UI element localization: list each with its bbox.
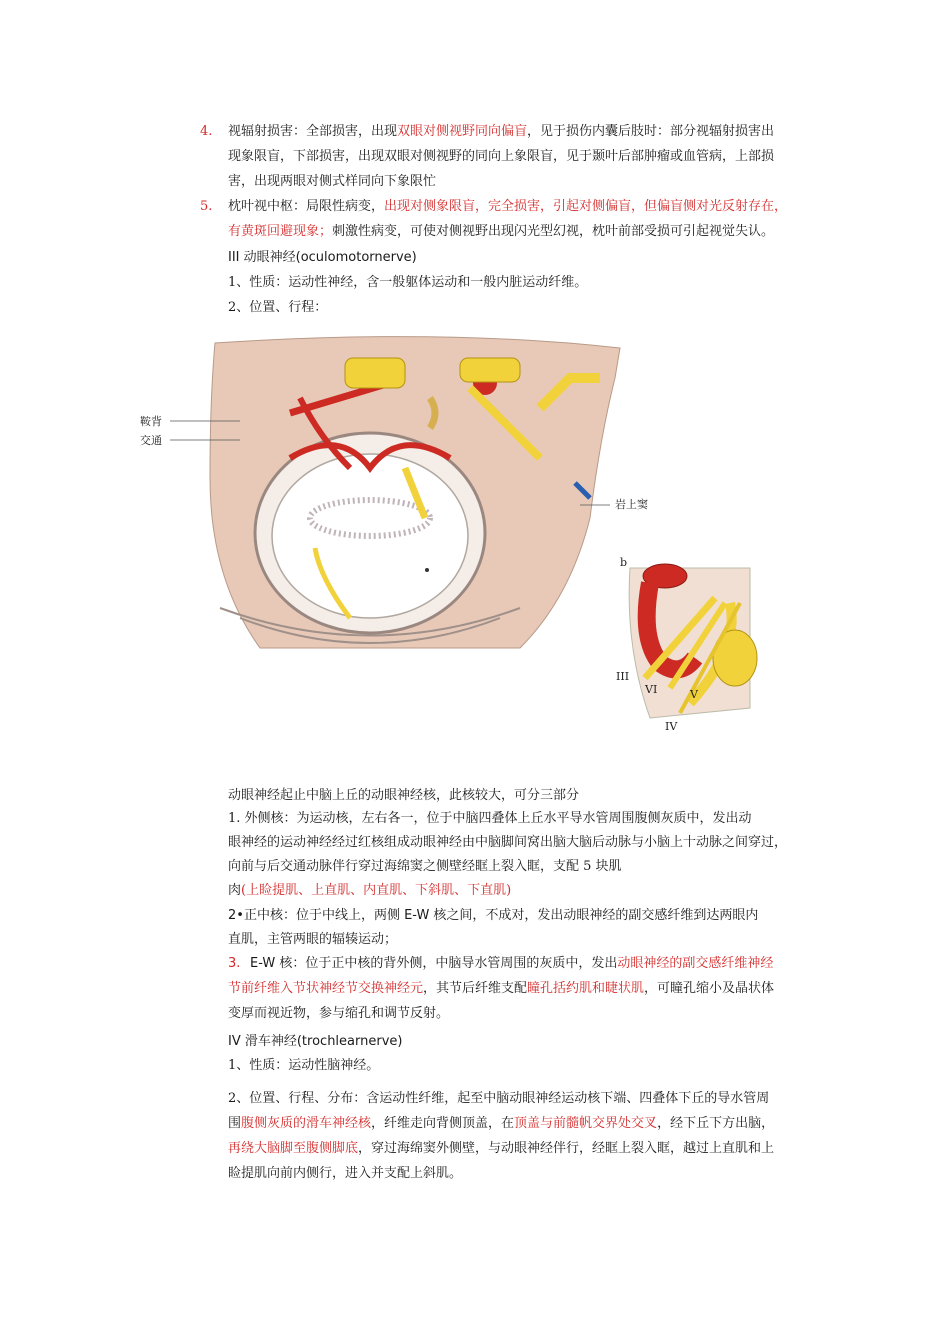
section-4-nature: 1、性质：运动性脑神经。 bbox=[228, 1058, 380, 1073]
ew-nucleus-line-3: 变厚而视近物，参与缩孔和调节反射。 bbox=[228, 1006, 450, 1021]
ew-text-2: ，其节后纤维支配 bbox=[423, 981, 528, 996]
anatomy-illustration bbox=[140, 318, 820, 788]
section-4-line-1: 2、位置、行程、分布：含运动性纤维，起至中脑动眼神经运动核下端、四叠体下丘的导水管周 bbox=[228, 1091, 770, 1106]
ew-nucleus-line-2 bbox=[228, 980, 774, 998]
oculomotor-anatomy-figure bbox=[140, 318, 820, 788]
item-4-text-tail: ，见于损伤内囊后肢时：部分视辐射损害出 bbox=[527, 124, 775, 139]
label-b: b bbox=[620, 556, 628, 569]
ew-highlight: 动眼神经的副交感纤维神经 bbox=[617, 956, 774, 971]
item-5-highlight-2: 有黄斑回避现象； bbox=[228, 224, 333, 239]
section-4-line-2 bbox=[228, 1115, 774, 1133]
label-n4: IV bbox=[665, 720, 678, 733]
item-5-text: 枕叶视中枢：局限性病变， bbox=[228, 199, 385, 214]
ew-text-3: ，可瞳孔缩小及晶状体 bbox=[644, 981, 775, 996]
item-5-highlight: 出现对侧象限盲，完全损害，引起对侧偏盲，但偏盲侧对光反射存在， bbox=[384, 199, 788, 214]
ew-highlight-2: 节前纤维入节状神经节交换神经元 bbox=[228, 981, 424, 996]
lateral-nucleus-line-3: 向前与后交通动脉伴行穿过海绵窦之侧壁经眶上裂入眶，支配 5 块肌 bbox=[228, 859, 622, 874]
s4-text-2: ，经下丘下方出脑， bbox=[657, 1116, 775, 1131]
s4-highlight-1: 腹侧灰质的滑车神经核 bbox=[241, 1116, 372, 1131]
aqueduct bbox=[425, 568, 429, 572]
label-saddle-back: 鞍背 bbox=[140, 415, 162, 428]
label-n3: III bbox=[616, 670, 630, 683]
item-4-number: 4. bbox=[200, 124, 213, 139]
section-3-intro: 动眼神经起止中脑上丘的动眼神经核，此核较大，可分三部分 bbox=[228, 788, 580, 803]
label-n6: VI bbox=[645, 683, 658, 696]
item-5-number: 5. bbox=[200, 199, 213, 214]
item-5-line-1 bbox=[228, 198, 787, 216]
s4-text-1: ，纤维走向背侧顶盖，在 bbox=[371, 1116, 515, 1131]
item-4-line-3: 害，出现两眼对侧式样同向下象限忙 bbox=[228, 174, 437, 189]
s4-text-3: ，穿过海绵窦外侧壁，与动眼神经伴行，经眶上裂入眶，越过上直肌和上 bbox=[358, 1141, 775, 1156]
s4-highlight-3: 再绕大脑脚至腹侧脚底 bbox=[228, 1141, 359, 1156]
section-3-heading: III 动眼神经(oculomotornerve) bbox=[228, 250, 417, 265]
ew-nucleus-line-1 bbox=[250, 955, 773, 973]
item-4-line-2: 现象限盲，下部损害，出现双眼对侧视野的同向上象限盲，见于颞叶后部肿瘤或血管病，上部损 bbox=[228, 149, 775, 164]
optic-chiasm-left bbox=[345, 358, 405, 388]
s4-prefix: 围 bbox=[228, 1116, 242, 1131]
section-3-position: 2、位置、行程： bbox=[228, 300, 328, 315]
section-4-line-4: 睑提肌向前内侧行，进入并支配上斜肌。 bbox=[228, 1166, 463, 1181]
lateral-nucleus-line-2: 眼神经的运动神经经过红核组成动眼神经由中脑脚间窝出脑大脑后动脉与小脑上十动脉之间穿过， bbox=[228, 835, 788, 850]
optic-chiasm-right bbox=[460, 358, 520, 382]
lateral-nucleus-line-1: 1. 外侧核：为运动核，左右各一，位于中脑四叠体上丘水平导水管周围腹侧灰质中，发出动 bbox=[228, 811, 752, 826]
median-nucleus-line-1: 2•正中核：位于中线上，两侧 E-W 核之间，不成对，发出动眼神经的副交感纤维到达两眼内 bbox=[228, 908, 759, 923]
section-3-nature: 1、性质：运动性神经，含一般躯体运动和一般内脏运动纤维。 bbox=[228, 275, 588, 290]
section-4-heading: IV 滑车神经(trochlearnerve) bbox=[228, 1034, 403, 1049]
ew-number: 3. bbox=[228, 956, 241, 971]
item-5-text-tail: 刺激性病变，可使对侧视野出现闪光型幻视，枕叶前部受损可引起视觉失认。 bbox=[332, 224, 775, 239]
lateral-nucleus-line-4 bbox=[228, 882, 511, 900]
label-petrosal-sinus: 岩上窦 bbox=[615, 498, 648, 511]
median-nucleus-line-2: 直肌，主管两眼的辐辏运动； bbox=[228, 932, 398, 947]
item-4-text: 视辐射损害：全部损害，出现 bbox=[228, 124, 398, 139]
muscle-list: (上睑提肌、上直肌、内直肌、下斜肌、下直肌) bbox=[241, 883, 512, 898]
item-4-highlight: 双眼对侧视野同向偏盲 bbox=[397, 124, 528, 139]
muscle-prefix: 肉 bbox=[228, 883, 242, 898]
label-n5: V bbox=[690, 688, 698, 701]
s4-highlight-2: 顶盖与前髓帆交界处交叉 bbox=[514, 1116, 658, 1131]
label-communicating: 交通 bbox=[140, 434, 162, 447]
item-4-line-1 bbox=[228, 123, 774, 141]
item-5-line-2 bbox=[228, 223, 774, 241]
section-4-line-3 bbox=[228, 1140, 774, 1158]
ew-highlight-3: 瞳孔括约肌和睫状肌 bbox=[527, 981, 645, 996]
ew-text: E-W 核：位于正中核的背外侧，中脑导水管周围的灰质中，发出 bbox=[250, 956, 618, 971]
